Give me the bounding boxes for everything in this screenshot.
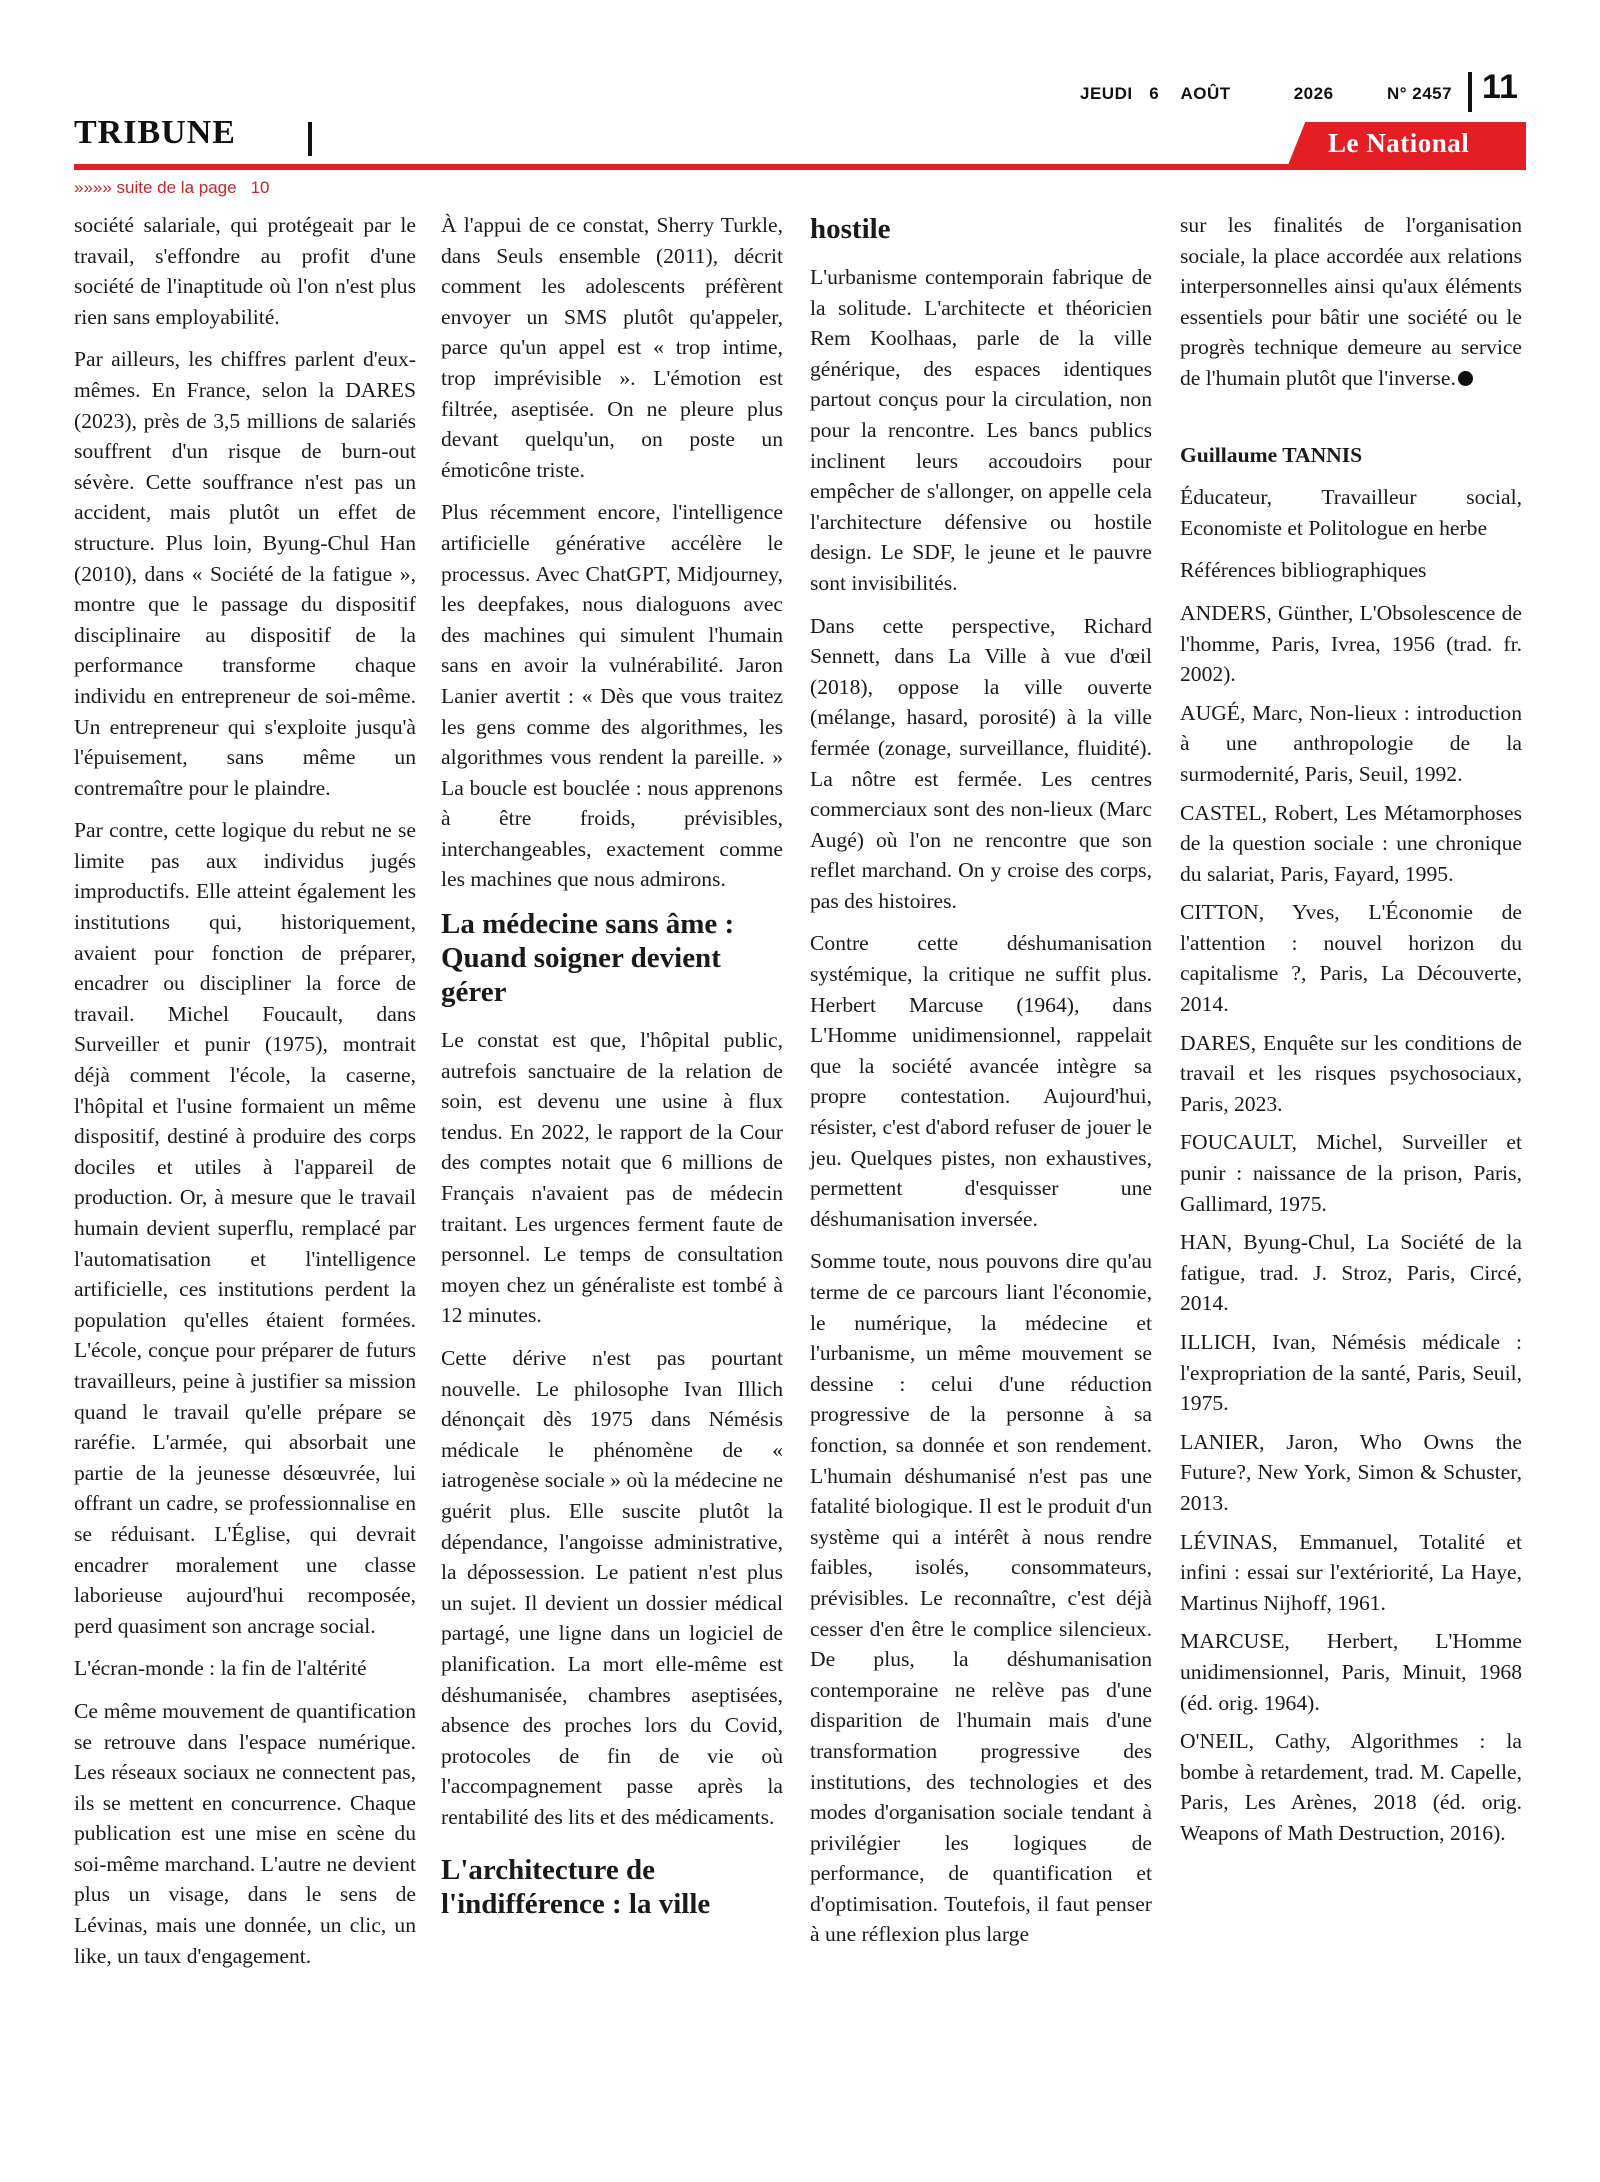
- paragraph: L'urbanisme contemporain fabrique de la solitude. L'architecte et théoricien Rem Koolhaas, parle de la ville générique, des espaces identiques partout conçus pour la circulation, non pour la rencontre. Les bancs publics inclinent leurs accoudoirs pour empêcher de s'allonger, on appelle cela l'architecture défensive ou hostile design. Le SDF, le jeune et le pauvre sont invisibilités.: [810, 265, 1152, 595]
- reference-item: ANDERS, Günther, L'Obsolescence de l'homme, Paris, Ivrea, 1956 (trad. fr. 2002).: [1180, 600, 1522, 687]
- references-heading: Références bibliographiques: [1180, 558, 1427, 583]
- reference-item: LANIER, Jaron, Who Owns the Future?, New York, Simon & Schuster, 2013.: [1180, 1429, 1522, 1515]
- header-divider: [1468, 72, 1472, 112]
- paragraph: Par contre, cette logique du rebut ne se limite pas aux individus jugés improductifs. Elle atteint également les institutions qui, historiquement, avaient pour fonction de préparer, encadrer ou discipliner la force de travail. Michel Foucault, dans Surveiller et punir (1975), montrait déjà comment l'école, la caserne, l'hôpital et l'usine formaient un même dispositif, destiné à produire des corps dociles et utiles à l'appareil de production. Or, à mesure que le travail humain devient superflu, remplacé par l'automatisation et l'intelligence artificielle, ces institutions perdent la population qu'elles étaient formées. L'école, conçue pour préparer de futurs travailleurs, peine à justifier sa mission quand le travail qu'elle prépare se raréfie. L'armée, qui absorbait une partie de la jeunesse désœuvrée, lui offrant un cadre, se professionnalise en se réduisant. L'Église, qui devrait encadrer moralement une classe laborieuse aujourd'hui recomposée, perd quasiment son ancrage social.: [74, 818, 416, 1638]
- paragraph: Ce même mouvement de quantification se retrouve dans l'espace numérique. Les réseaux sociaux ne connectent pas, ils se mettent en concurrence. Chaque publication est une mise en scène du soi-même marchand. L'autre ne devient plus un visage, dans le sens de Lévinas, mais une donnée, un clic, un like, un taux d'engagement.: [74, 1698, 416, 1968]
- section-heading-continued: hostile: [810, 213, 891, 245]
- brand-name: Le National: [1328, 128, 1470, 158]
- issue-date-line: [1080, 84, 1452, 104]
- reference-item: ILLICH, Ivan, Némésis médicale : l'expropriation de la santé, Paris, Seuil, 1975.: [1180, 1330, 1522, 1416]
- reference-item: DARES, Enquête sur les conditions de travail et les risques psychosociaux, Paris, 2023.: [1180, 1030, 1522, 1116]
- subheading: L'écran-monde : la fin de l'altérité: [74, 1656, 367, 1681]
- paragraph: Cette dérive n'est pas pourtant nouvelle. Le philosophe Ivan Illich dénonçait dès 1975 dans Némésis médicale le phénomène de « iatrogenèse sociale » où la médecine ne guérit plus. Elle suscite plutôt la dépendance, l'angoisse administrative, la dépossession. Le patient n'est plus un sujet. Il devient un dossier médical partagé, une ligne dans un logiciel de planification. La mort elle-même est déshumanisée, chambres aseptisées, absence des proches lors du Covid, protocoles de fin de vie où l'accompagnement passe après la rentabilité des lits et des médicaments.: [441, 1346, 783, 1829]
- paragraph: Dans cette perspective, Richard Sennett, dans La Ville à vue d'œil (2018), oppose la ville ouverte (mélange, hasard, porosité) à la ville fermée (zonage, surveillance, fluidité). La nôtre est fermée. Les centres commerciaux sont des non-lieux (Marc Augé) où l'on ne rencontre que son reflet marchand. On y croise des corps, pas des histoires.: [810, 613, 1152, 913]
- closing-text: sur les finalités de l'organisation sociale, la place accordée aux relations interpersonnelles ainsi qu'aux éléments essentiels pour bâtir une société ou le progrès technique demeure au service de l'humain plutôt que l'inverse.: [1180, 213, 1522, 390]
- article-column-4: [1180, 210, 1522, 1857]
- end-of-article-icon: [1458, 371, 1473, 386]
- date-day: JEUDI: [1080, 84, 1133, 103]
- paragraph: Contre cette déshumanisation systémique, la critique ne suffit plus. Herbert Marcuse (1964), dans L'Homme unidimensionnel, rappelait que la société avancée intègre sa propre contestation. Aujourd'hui, résister, c'est d'abord refuser de jouer le jeu. Quelques pistes, non exhaustives, permettent d'esquisser une déshumanisation inversée.: [810, 931, 1152, 1231]
- paragraph: société salariale, qui protégeait par le travail, s'effondre au profit d'une société de l'inaptitude où l'on n'est plus rien sans employabilité.: [74, 213, 416, 329]
- section-heading: La médecine sans âme : Quand soigner devient gérer: [441, 908, 735, 1009]
- reference-item: O'NEIL, Cathy, Algorithmes : la bombe à retardement, trad. M. Capelle, Paris, Les Arènes, 2018 (éd. orig. Weapons of Math Destruction, 2016).: [1180, 1729, 1522, 1845]
- paragraph: Le constat est que, l'hôpital public, autrefois sanctuaire de la relation de soin, est devenu une usine à flux tendus. En 2022, le rapport de la Cour des comptes notait que 6 millions de Français n'avaient pas de médecin traitant. Les urgences ferment faute de personnel. Le temps de consultation moyen chez un généraliste est tombé à 12 minutes.: [441, 1028, 783, 1328]
- continued-from-note: [74, 178, 270, 198]
- section-title-bar: [308, 122, 312, 156]
- references-list: [1180, 598, 1522, 1849]
- reference-item: CITTON, Yves, L'Économie de l'attention : nouvel horizon du capitalisme ?, Paris, La Découverte, 2014.: [1180, 900, 1522, 1017]
- paragraph: Somme toute, nous pouvons dire qu'au terme de ce parcours liant l'économie, le numérique, la médecine et l'urbanisme, un même mouvement se dessine : celui d'une réduction progressive de la personne à sa fonction, sa donnée et son rendement. L'humain déshumanisé n'est pas une fatalité biologique. Il est le produit d'un système qui a intérêt à nous rendre faibles, isolés, consommateurs, prévisibles. Le reconnaître, c'est déjà cesser d'en être le complice silencieux. De plus, la déshumanisation contemporaine ne relève pas d'une disparition de l'humain mais d'une transformation progressive des institutions, des technologies et des modes d'organisation sociale tendant à privilégier les logiques de performance, de quantification et d'optimisation. Toutefois, il faut penser à une réflexion plus large: [810, 1249, 1152, 1947]
- article-column-3: [810, 210, 1152, 1962]
- paragraph: [1180, 210, 1522, 394]
- date-number: 6: [1149, 84, 1160, 103]
- paragraph: À l'appui de ce constat, Sherry Turkle, dans Seuls ensemble (2011), décrit comment les adolescents préfèrent envoyer un SMS plutôt qu'appeler, parce qu'un appel est « trop intime, trop imprévisible ». L'émotion est filtrée, aseptisée. On ne pleure plus devant quelqu'un, on poste un émoticône triste.: [441, 213, 783, 482]
- author-title: Éducateur, Travailleur social, Economiste et Politologue en herbe: [1180, 485, 1522, 540]
- reference-item: FOUCAULT, Michel, Surveiller et punir : naissance de la prison, Paris, Gallimard, 1975.: [1180, 1130, 1522, 1216]
- page-number: 11: [1482, 68, 1518, 106]
- section-title: TRIBUNE: [74, 114, 236, 151]
- author-name: Guillaume TANNIS: [1180, 442, 1363, 467]
- reference-item: AUGÉ, Marc, Non-lieux : introduction à une anthropologie de la surmodernité, Paris, Seuil, 1992.: [1180, 700, 1522, 786]
- paragraph: Plus récemment encore, l'intelligence artificielle générative accélère le processus. Avec ChatGPT, Midjourney, les deepfakes, nous dialoguons avec des machines qui simulent l'humain sans en avoir la vulnérabilité. Jaron Lanier avertit : « Dès que vous traitez les gens comme des algorithmes, les algorithmes vous rendent la pareille. » La boucle est bouclée : nous apprenons à être froids, prévisibles, interchangeables, exactement comme les machines que nous admirons.: [441, 500, 783, 892]
- reference-item: CASTEL, Robert, Les Métamorphoses de la question sociale : une chronique du salariat, Paris, Fayard, 1995.: [1180, 800, 1522, 886]
- reference-item: LÉVINAS, Emmanuel, Totalité et infini : essai sur l'extériorité, La Haye, Martinus Nijhoff, 1961.: [1180, 1529, 1522, 1615]
- reference-item: HAN, Byung-Chul, La Société de la fatigue, trad. J. Stroz, Paris, Circé, 2014.: [1180, 1230, 1522, 1316]
- date-month: AOÛT: [1180, 84, 1231, 103]
- paragraph: Par ailleurs, les chiffres parlent d'eux-mêmes. En France, selon la DARES (2023), près de 3,5 millions de salariés souffrent d'un risque de burn-out sévère. Cette souffrance n'est pas un accident, mais plutôt un effet de structure. Plus loin, Byung-Chul Han (2010), dans « Société de la fatigue », montre que le passage du dispositif disciplinaire au dispositif de la performance transforme chaque individu en entrepreneur de soi-même. Un entrepreneur qui s'exploite jusqu'à l'épuisement, sans même un contremaître pour le plaindre.: [74, 347, 416, 800]
- issue-number: N° 2457: [1386, 84, 1453, 103]
- section-heading: L'architecture de l'indifférence : la ville: [441, 1853, 711, 1920]
- date-year: 2026: [1293, 84, 1334, 103]
- article-column-1: [74, 210, 416, 1983]
- article-column-2: [441, 210, 783, 1937]
- continued-label: »»»» suite de la page: [74, 178, 237, 197]
- reference-item: MARCUSE, Herbert, L'Homme unidimensionnel, Paris, Minuit, 1968 (éd. orig. 1964).: [1180, 1629, 1522, 1715]
- continued-page: 10: [250, 178, 270, 197]
